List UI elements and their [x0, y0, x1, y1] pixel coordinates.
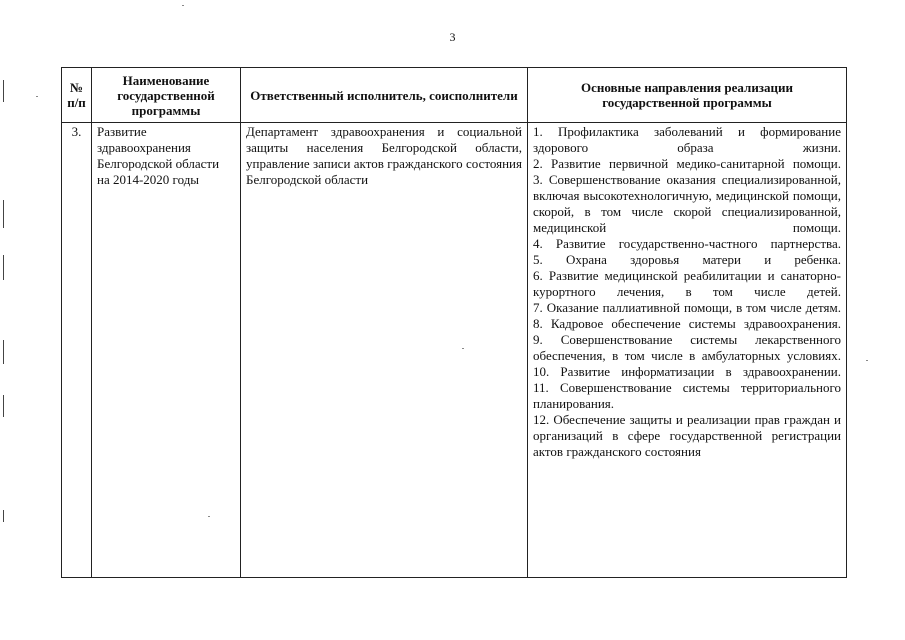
scan-artifact [3, 80, 4, 102]
table-header-row [62, 68, 847, 123]
table-row [62, 123, 847, 578]
cell-executors: Департамент здравоохранения и социальной защиты населения Белгородской области, управление записи актов гражданского состояния Белгородской области [241, 123, 528, 578]
direction-item: 6. Развитие медицинской реабилитации и санаторно-курортного лечения, в том числе детей. [533, 268, 841, 299]
direction-item: 8. Кадровое обеспечение системы здравоохранения. [533, 316, 841, 331]
cell-program-name: Развитие здравоохранения Белгородской области на 2014-2020 годы [92, 123, 241, 578]
scan-artifact [3, 510, 4, 522]
direction-item: 10. Развитие информатизации в здравоохранении. [533, 364, 841, 379]
direction-item: 7. Оказание паллиативной помощи, в том числе детям. [533, 300, 841, 315]
scan-artifact [182, 5, 184, 6]
direction-item: 9. Совершенствование системы лекарственного обеспечения, в том числе в амбулаторных условиях. [533, 332, 841, 363]
direction-item: 1. Профилактика заболеваний и формирование здорового образа жизни. [533, 124, 841, 155]
cell-num: 3. [62, 123, 92, 578]
direction-item: 2. Развитие первичной медико-санитарной помощи. [533, 156, 841, 171]
direction-item: 12. Обеспечение защиты и реализации прав граждан и организаций в сфере государственной регистрации актов гражданского состояния [533, 412, 841, 459]
direction-item: 11. Совершенствование системы территориального планирования. [533, 380, 841, 411]
scan-artifact [866, 360, 868, 361]
scan-artifact [3, 340, 4, 364]
header-directions: Основные направления реализации государственной программы [528, 68, 847, 123]
program-table [61, 67, 847, 578]
scan-artifact [3, 255, 4, 280]
header-executors: Ответственный исполнитель, соисполнители [241, 68, 528, 123]
page-number: 3 [449, 30, 456, 44]
scan-artifact [36, 96, 38, 97]
direction-item: 3. Совершенствование оказания специализированной, включая высокотехнологичную, медицинской помощи, скорой, в том числе скорой специализированной, медицинской помощи. [533, 172, 841, 235]
scan-artifact [3, 200, 4, 228]
header-num: № п/п [62, 68, 92, 123]
direction-item: 4. Развитие государственно-частного партнерства. [533, 236, 841, 251]
scan-artifact [3, 395, 4, 417]
header-program-name: Наименование государственной программы [92, 68, 241, 123]
direction-item: 5. Охрана здоровья матери и ребенка. [533, 252, 841, 267]
cell-directions [528, 123, 847, 578]
